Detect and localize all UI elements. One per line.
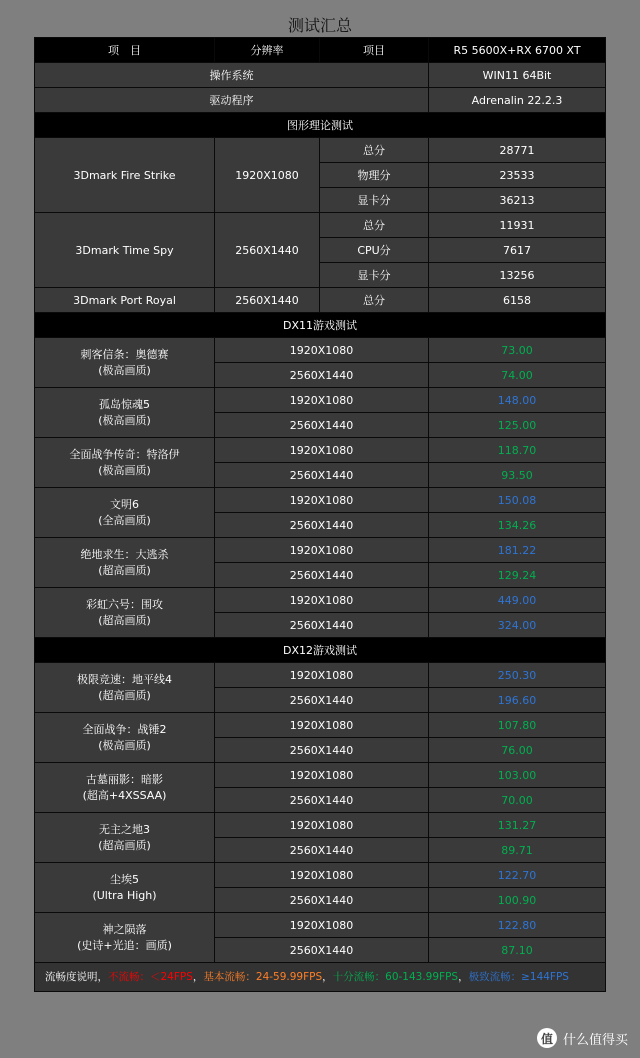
game-row xyxy=(35,763,606,788)
resolution-cell: 2560X1440 xyxy=(215,888,429,913)
resolution-cell: 2560X1440 xyxy=(215,463,429,488)
game-cell xyxy=(35,388,215,438)
score-label: 显卡分 xyxy=(320,263,429,288)
fps-value: 100.90 xyxy=(429,888,606,913)
watermark xyxy=(537,1028,628,1048)
summary-table xyxy=(34,37,606,992)
watermark-logo-icon: 值 xyxy=(537,1028,557,1048)
game-name: 全面战争：战锤2 xyxy=(82,722,167,736)
section-dx12 xyxy=(35,638,606,663)
fps-value: 150.08 xyxy=(429,488,606,513)
game-cell xyxy=(35,813,215,863)
score-value: 36213 xyxy=(429,188,606,213)
os-value: WIN11 64Bit xyxy=(429,63,606,88)
resolution-cell: 2560X1440 xyxy=(215,413,429,438)
game-cell xyxy=(35,338,215,388)
game-preset: (史诗+光追：画质) xyxy=(77,938,172,952)
fps-value: 107.80 xyxy=(429,713,606,738)
score-label: 显卡分 xyxy=(320,188,429,213)
os-label: 操作系统 xyxy=(35,63,429,88)
game-cell xyxy=(35,538,215,588)
resolution-cell: 2560X1440 xyxy=(215,938,429,963)
legend-ten-smooth: 十分流畅：60-143.99FPS xyxy=(332,970,459,983)
game-cell xyxy=(35,588,215,638)
resolution-cell: 2560X1440 xyxy=(215,788,429,813)
fps-value: 122.80 xyxy=(429,913,606,938)
game-row xyxy=(35,388,606,413)
header-item: 项 目 xyxy=(35,38,215,63)
score-label: 总分 xyxy=(320,213,429,238)
fps-value: 70.00 xyxy=(429,788,606,813)
benchmark-name: 3Dmark Port Royal xyxy=(35,288,215,313)
port-royal-row xyxy=(35,288,606,313)
resolution-cell: 2560X1440 xyxy=(215,513,429,538)
game-row xyxy=(35,588,606,613)
score-value: 6158 xyxy=(429,288,606,313)
fps-value: 87.10 xyxy=(429,938,606,963)
game-name: 全面战争传奇：特洛伊 xyxy=(69,447,180,461)
game-preset: (Ultra High) xyxy=(92,888,157,902)
game-row xyxy=(35,863,606,888)
game-preset: (极高画质) xyxy=(98,413,151,427)
game-name: 文明6 xyxy=(110,497,139,511)
fps-value: 122.70 xyxy=(429,863,606,888)
section-synthetic xyxy=(35,113,606,138)
game-preset: (极高画质) xyxy=(98,738,151,752)
legend-separator: ， xyxy=(458,970,469,983)
section-dx11 xyxy=(35,313,606,338)
fps-value: 134.26 xyxy=(429,513,606,538)
benchmark-resolution: 2560X1440 xyxy=(215,288,320,313)
game-name: 刺客信条：奥德赛 xyxy=(80,347,169,361)
game-row xyxy=(35,338,606,363)
game-name: 神之陨落 xyxy=(102,922,147,936)
game-cell xyxy=(35,663,215,713)
fps-value: 125.00 xyxy=(429,413,606,438)
legend-extreme: 极致流畅：≥144FPS xyxy=(468,970,569,983)
resolution-cell: 1920X1080 xyxy=(215,863,429,888)
fire-strike-row xyxy=(35,138,606,163)
fps-value: 449.00 xyxy=(429,588,606,613)
resolution-cell: 1920X1080 xyxy=(215,763,429,788)
header-item2: 项目 xyxy=(320,38,429,63)
fps-value: 148.00 xyxy=(429,388,606,413)
score-label: CPU分 xyxy=(320,238,429,263)
game-cell xyxy=(35,488,215,538)
fps-value: 103.00 xyxy=(429,763,606,788)
driver-value: Adrenalin 22.2.3 xyxy=(429,88,606,113)
resolution-cell: 1920X1080 xyxy=(215,438,429,463)
game-name: 绝地求生：大逃杀 xyxy=(80,547,169,561)
resolution-cell: 2560X1440 xyxy=(215,838,429,863)
resolution-cell: 1920X1080 xyxy=(215,388,429,413)
game-preset: (超高画质) xyxy=(98,613,151,627)
benchmark-resolution: 1920X1080 xyxy=(215,138,320,213)
benchmark-resolution: 2560X1440 xyxy=(215,213,320,288)
fps-value: 324.00 xyxy=(429,613,606,638)
score-value: 23533 xyxy=(429,163,606,188)
score-value: 11931 xyxy=(429,213,606,238)
benchmark-name: 3Dmark Time Spy xyxy=(35,213,215,288)
resolution-cell: 2560X1440 xyxy=(215,688,429,713)
score-label: 总分 xyxy=(320,288,429,313)
resolution-cell: 2560X1440 xyxy=(215,363,429,388)
resolution-cell: 1920X1080 xyxy=(215,663,429,688)
fps-value: 73.00 xyxy=(429,338,606,363)
resolution-cell: 2560X1440 xyxy=(215,613,429,638)
legend-basic: 基本流畅：24-59.99FPS xyxy=(203,970,323,983)
game-preset: (极高画质) xyxy=(98,363,151,377)
game-preset: (超高画质) xyxy=(98,688,151,702)
time-spy-row xyxy=(35,213,606,238)
resolution-cell: 1920X1080 xyxy=(215,713,429,738)
game-name: 古墓丽影：暗影 xyxy=(86,772,163,786)
score-value: 28771 xyxy=(429,138,606,163)
game-row xyxy=(35,713,606,738)
fps-value: 131.27 xyxy=(429,813,606,838)
page-title: 测试汇总 xyxy=(287,16,352,35)
game-cell xyxy=(35,763,215,813)
score-label: 总分 xyxy=(320,138,429,163)
game-row xyxy=(35,813,606,838)
benchmark-name: 3Dmark Fire Strike xyxy=(35,138,215,213)
game-cell xyxy=(35,713,215,763)
legend-row xyxy=(35,963,606,992)
game-row xyxy=(35,488,606,513)
game-cell xyxy=(35,913,215,963)
game-preset: (全高画质) xyxy=(98,513,151,527)
resolution-cell: 1920X1080 xyxy=(215,813,429,838)
game-name: 孤岛惊魂5 xyxy=(99,397,150,411)
section-title: DX12游戏测试 xyxy=(35,638,606,663)
fps-value: 196.60 xyxy=(429,688,606,713)
game-name: 极限竞速：地平线4 xyxy=(77,672,172,686)
game-preset: (超高画质) xyxy=(98,838,151,852)
watermark-text: 什么值得买 xyxy=(562,1032,628,1048)
fps-value: 74.00 xyxy=(429,363,606,388)
game-row xyxy=(35,538,606,563)
fps-value: 93.50 xyxy=(429,463,606,488)
legend-separator: ， xyxy=(322,970,333,983)
game-preset: (超高画质) xyxy=(98,563,151,577)
legend-not-smooth: 不流畅：＜24FPS xyxy=(108,970,193,983)
resolution-cell: 1920X1080 xyxy=(215,588,429,613)
resolution-cell: 1920X1080 xyxy=(215,538,429,563)
legend-separator: ， xyxy=(192,970,204,983)
score-value: 13256 xyxy=(429,263,606,288)
game-row xyxy=(35,438,606,463)
fps-value: 118.70 xyxy=(429,438,606,463)
fps-value: 76.00 xyxy=(429,738,606,763)
game-preset: (极高画质) xyxy=(98,463,151,477)
fps-value: 89.71 xyxy=(429,838,606,863)
section-title: DX11游戏测试 xyxy=(35,313,606,338)
fps-value: 129.24 xyxy=(429,563,606,588)
resolution-cell: 1920X1080 xyxy=(215,488,429,513)
fps-value: 250.30 xyxy=(429,663,606,688)
game-row xyxy=(35,913,606,938)
game-row xyxy=(35,663,606,688)
header-row xyxy=(35,38,606,63)
section-title: 图形理论测试 xyxy=(35,113,606,138)
fps-value: 181.22 xyxy=(429,538,606,563)
game-cell xyxy=(35,863,215,913)
game-name: 尘埃5 xyxy=(110,872,139,886)
game-cell xyxy=(35,438,215,488)
header-resolution: 分辨率 xyxy=(215,38,320,63)
os-row xyxy=(35,63,606,88)
legend-prefix: 流畅度说明， xyxy=(45,970,108,983)
header-config: R5 5600X+RX 6700 XT xyxy=(429,38,606,63)
driver-row xyxy=(35,88,606,113)
legend xyxy=(35,963,606,992)
game-name: 无主之地3 xyxy=(99,822,150,836)
resolution-cell: 2560X1440 xyxy=(215,563,429,588)
resolution-cell: 2560X1440 xyxy=(215,738,429,763)
game-preset: (超高+4XSSAA) xyxy=(82,788,167,802)
score-label: 物理分 xyxy=(320,163,429,188)
resolution-cell: 1920X1080 xyxy=(215,338,429,363)
score-value: 7617 xyxy=(429,238,606,263)
game-name: 彩虹六号：围攻 xyxy=(86,597,163,611)
driver-label: 驱动程序 xyxy=(35,88,429,113)
resolution-cell: 1920X1080 xyxy=(215,913,429,938)
